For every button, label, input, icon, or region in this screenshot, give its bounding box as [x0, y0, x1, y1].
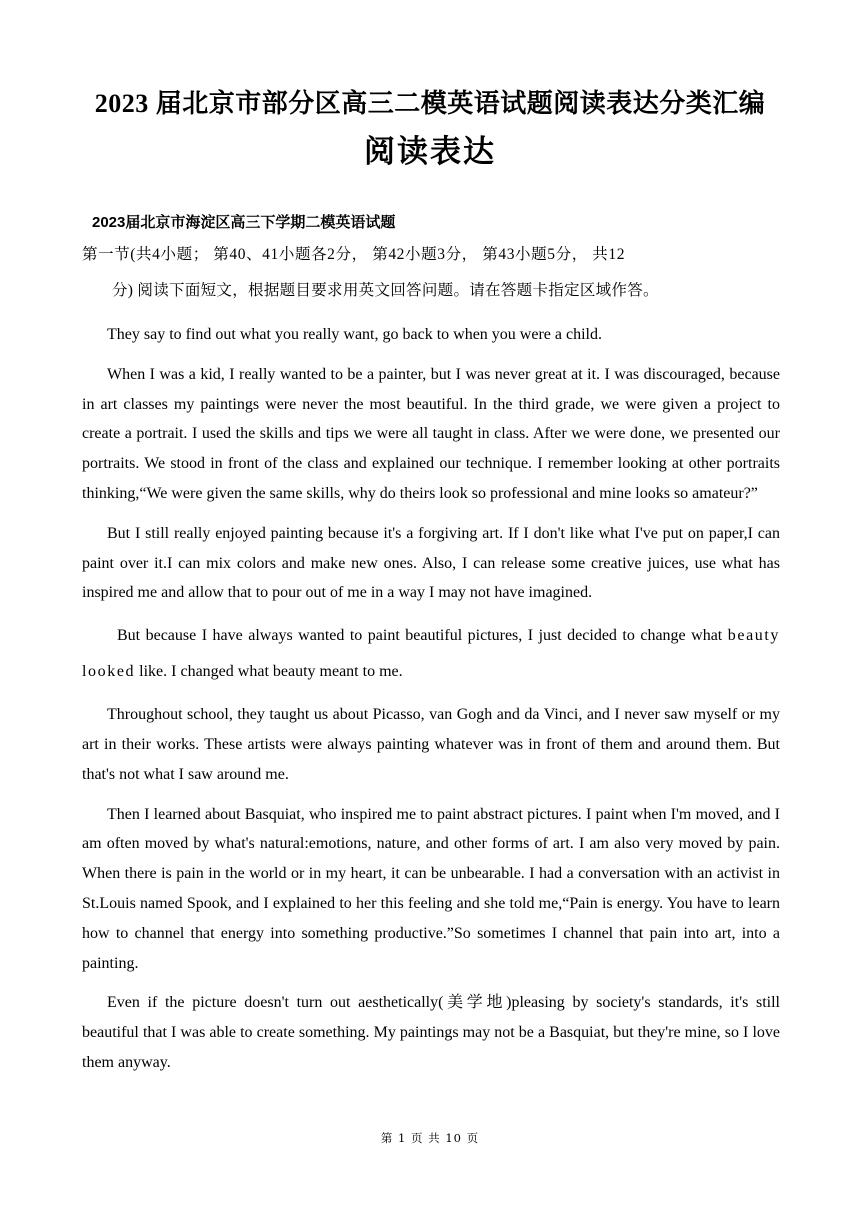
passage-paragraph: Even if the picture doesn't turn out aesthetically(美学地)pleasing by society's standards, it's still beautiful that I was able to create something. My paintings may not be a Basquiat, but they're mine, so I love them anyway. [82, 994, 780, 1071]
passage-paragraph: They say to find out what you really want, go back to when you were a child. [107, 326, 602, 343]
section-heading: 第一节(共4小题； 第40、41小题各2分， 第42小题3分， 第43小题5分， 共12 [82, 246, 626, 263]
passage-paragraph: But I still really enjoyed painting because it's a forgiving art. If I don't like what I've put on paper,I can paint over it.I can mix colors and make new ones. Also, I can release some creative juices, use what has inspired me and allow that to pour out of me in a way I may not have imagined. [82, 524, 780, 602]
section-instruction: 分) 阅读下面短文，根据题目要求用英文回答问题。请在答题卡指定区域作答。 [112, 282, 659, 299]
document-subtitle: 阅读表达 [364, 134, 496, 169]
passage-paragraph: Then I learned about Basquiat, who inspired me to paint abstract pictures. I paint when I'm moved, and I am often moved by what's natural:emotions, nature, and other forms of art. I am also very moved by pain. When there is pain in the world or in my heart, it can be unbearable. I had a conversation with an activist in St.Louis named Spook, and I explained to her this feeling and she told me,“Pain is energy. You have to learn how to channel that energy into something productive.”So sometimes I channel that pain into art, into a painting. [82, 805, 780, 972]
document-title: 2023 届北京市部分区高三二模英语试题阅读表达分类汇编 [94, 89, 766, 118]
passage-paragraph [82, 618, 780, 690]
question-source: 2023届北京市海淀区高三下学期二模英语试题 [92, 214, 396, 231]
reading-passage [82, 320, 780, 1088]
passage-text: beauty looked [82, 627, 781, 681]
passage-text: like. I changed what beauty meant to me. [135, 663, 403, 681]
page-footer: 第 1 页 共 10 页 [380, 1131, 480, 1145]
passage-paragraph: When I was a kid, I really wanted to be a painter, but I was never great at it. I was discouraged, because in art classes my paintings were never the most beautiful. In the third grade, we were given a project to create a portrait. I used the skills and tips we were all taught in class. After we were done, we presented our portraits. We stood in front of the class and explained our technique. I remember looking at other portraits thinking,“We were given the same skills, why do theirs look so professional and mine looks so amateur?” [82, 365, 780, 502]
passage-paragraph: Throughout school, they taught us about Picasso, van Gogh and da Vinci, and I never saw myself or my art in their works. These artists were always painting whatever was in front of them and around them. But that's not what I saw around me. [82, 706, 780, 783]
passage-text: But because I have always wanted to paint beautiful pictures, I just decided to change what [117, 627, 723, 645]
